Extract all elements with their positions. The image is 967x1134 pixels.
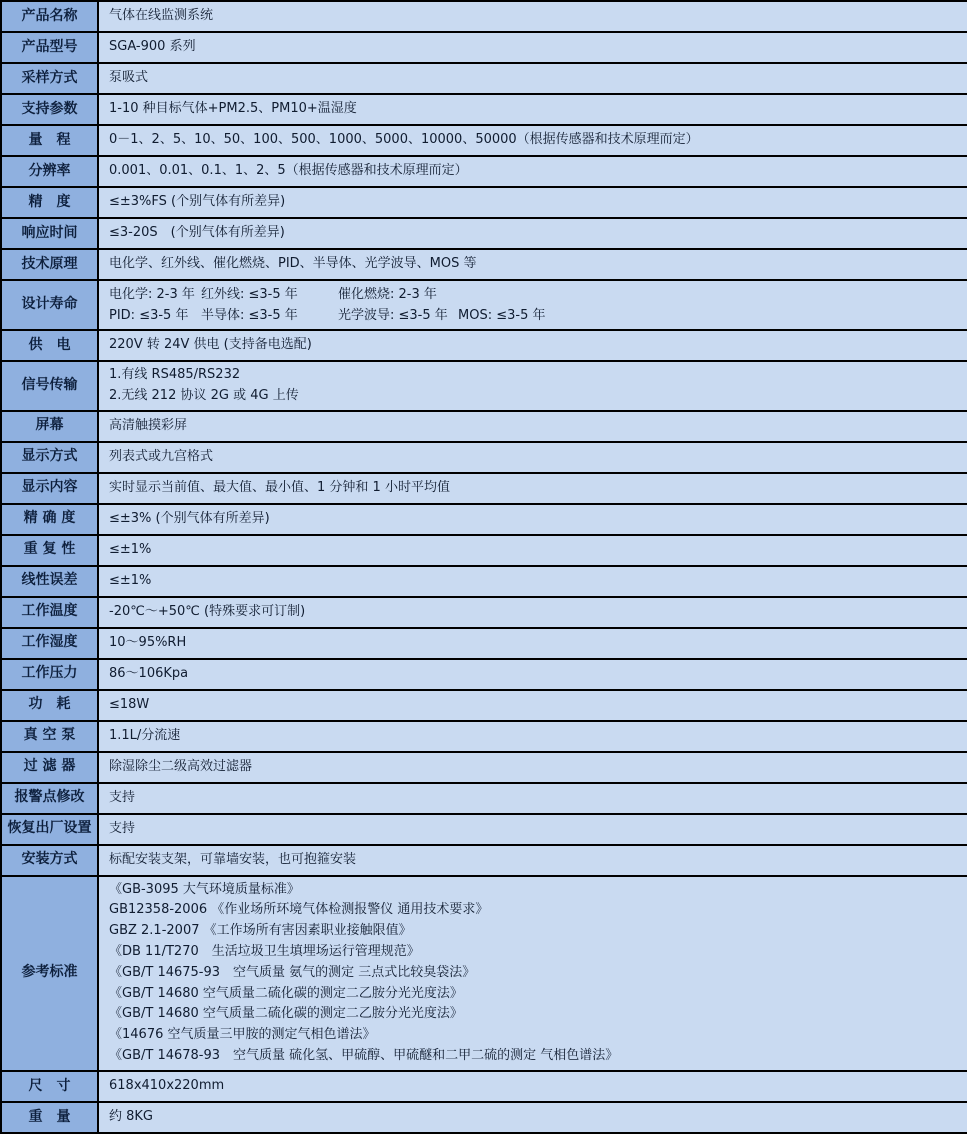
table-row	[1, 218, 967, 249]
table-row	[1, 249, 967, 280]
table-row	[1, 1, 967, 32]
spec-label: 屏幕	[1, 411, 98, 442]
table-row	[1, 125, 967, 156]
value-segment: 光学波导: ≤3-5 年	[338, 308, 448, 323]
spec-label: 工作温度	[1, 597, 98, 628]
value-line: 《GB/T 14678-93 空气质量 硫化氢、甲硫醇、甲硫醚和二甲二硫的测定 气相色谱法》	[109, 1047, 619, 1063]
value-line: 《DB 11/T270 生活垃圾卫生填埋场运行管理规范》	[109, 943, 420, 959]
spec-label: 尺 寸	[1, 1071, 98, 1102]
spec-label: 工作湿度	[1, 628, 98, 659]
spec-label: 产品型号	[1, 32, 98, 63]
spec-label: 采样方式	[1, 63, 98, 94]
table-row	[1, 411, 967, 442]
spec-label: 产品名称	[1, 1, 98, 32]
table-row	[1, 473, 967, 504]
spec-label: 精 确 度	[1, 504, 98, 535]
spec-value: -20℃～+50℃ (特殊要求可订制)	[98, 597, 967, 628]
value-line: 2.无线 212 协议 2G 或 4G 上传	[109, 387, 299, 403]
value-segment: 催化燃烧: 2-3 年	[338, 287, 437, 302]
table-row	[1, 63, 967, 94]
spec-label: 支持参数	[1, 94, 98, 125]
spec-label: 恢复出厂设置	[1, 814, 98, 845]
spec-value: ≤±1%	[98, 535, 967, 566]
table-row	[1, 32, 967, 63]
value-segment: 红外线: ≤3-5 年	[201, 287, 298, 302]
spec-value: 支持	[98, 814, 967, 845]
spec-label: 量 程	[1, 125, 98, 156]
value-line	[109, 305, 958, 326]
spec-value: 10～95%RH	[98, 628, 967, 659]
spec-value: 1-10 种目标气体+PM2.5、PM10+温湿度	[98, 94, 967, 125]
spec-value: 约 8KG	[98, 1102, 967, 1133]
spec-label: 报警点修改	[1, 783, 98, 814]
spec-value: 0－1、2、5、10、50、100、500、1000、5000、10000、50000（根据传感器和技术原理而定）	[98, 125, 967, 156]
table-row	[1, 783, 967, 814]
spec-label: 响应时间	[1, 218, 98, 249]
spec-value: 泵吸式	[98, 63, 967, 94]
table-row	[1, 330, 967, 361]
spec-label: 供 电	[1, 330, 98, 361]
table-row	[1, 566, 967, 597]
table-row	[1, 535, 967, 566]
value-line: GB12358-2006 《作业场所环境气体检测报警仪 通用技术要求》	[109, 902, 489, 918]
spec-value: 高清触摸彩屏	[98, 411, 967, 442]
spec-value: 1.1L/分流速	[98, 721, 967, 752]
spec-value: 0.001、0.01、0.1、1、2、5（根据传感器和技术原理而定）	[98, 156, 967, 187]
table-row	[1, 361, 967, 411]
value-line: 《GB-3095 大气环境质量标准》	[109, 881, 300, 897]
table-row	[1, 504, 967, 535]
value-segment: 半导体: ≤3-5 年	[201, 308, 298, 323]
spec-value	[98, 280, 967, 330]
table-row	[1, 752, 967, 783]
table-row	[1, 1071, 967, 1102]
table-row	[1, 628, 967, 659]
spec-value	[98, 361, 967, 411]
spec-label: 设计寿命	[1, 280, 98, 330]
spec-value: 电化学、红外线、催化燃烧、PID、半导体、光学波导、MOS 等	[98, 249, 967, 280]
spec-value: 618x410x220mm	[98, 1071, 967, 1102]
spec-value: ≤±1%	[98, 566, 967, 597]
table-row	[1, 1102, 967, 1133]
spec-value: 气体在线监测系统	[98, 1, 967, 32]
spec-label: 过 滤 器	[1, 752, 98, 783]
value-line: 1.有线 RS485/RS232	[109, 367, 241, 382]
table-row	[1, 876, 967, 1071]
table-row	[1, 845, 967, 876]
spec-value: ≤3-20S (个别气体有所差异)	[98, 218, 967, 249]
value-line: GBZ 2.1-2007 《工作场所有害因素职业接触限值》	[109, 923, 412, 939]
table-row	[1, 280, 967, 330]
spec-value: 列表式或九宫格式	[98, 442, 967, 473]
spec-value: 220V 转 24V 供电 (支持备电选配)	[98, 330, 967, 361]
spec-label: 重 量	[1, 1102, 98, 1133]
value-line: 《GB/T 14680 空气质量二硫化碳的测定二乙胺分光光度法》	[109, 1006, 463, 1022]
table-row	[1, 597, 967, 628]
spec-label: 显示内容	[1, 473, 98, 504]
value-line: 《14676 空气质量三甲胺的测定气相色谱法》	[109, 1027, 376, 1043]
spec-label: 真 空 泵	[1, 721, 98, 752]
spec-label: 技术原理	[1, 249, 98, 280]
spec-label: 精 度	[1, 187, 98, 218]
spec-value: 86～106Kpa	[98, 659, 967, 690]
spec-label: 功 耗	[1, 690, 98, 721]
table-row	[1, 187, 967, 218]
table-row	[1, 442, 967, 473]
value-segment: PID: ≤3-5 年	[109, 308, 189, 323]
spec-label: 显示方式	[1, 442, 98, 473]
value-line: 《GB/T 14675-93 空气质量 氨气的测定 三点式比较臭袋法》	[109, 964, 476, 980]
value-segment: 电化学: 2-3 年	[109, 287, 195, 302]
table-row	[1, 94, 967, 125]
spec-value: ≤±3% (个别气体有所差异)	[98, 504, 967, 535]
spec-label: 安装方式	[1, 845, 98, 876]
spec-value: 除湿除尘二级高效过滤器	[98, 752, 967, 783]
table-row	[1, 814, 967, 845]
spec-label: 线性误差	[1, 566, 98, 597]
spec-value: ≤18W	[98, 690, 967, 721]
spec-label: 重 复 性	[1, 535, 98, 566]
spec-value: 支持	[98, 783, 967, 814]
spec-table-body	[1, 1, 967, 1133]
value-segment: MOS: ≤3-5 年	[458, 308, 546, 323]
table-row	[1, 690, 967, 721]
spec-value: 实时显示当前值、最大值、最小值、1 分钟和 1 小时平均值	[98, 473, 967, 504]
spec-value: ≤±3%FS (个别气体有所差异)	[98, 187, 967, 218]
value-line: 《GB/T 14680 空气质量二硫化碳的测定二乙胺分光光度法》	[109, 985, 463, 1001]
spec-value: 标配安装支架，可靠墙安装，也可抱箍安装	[98, 845, 967, 876]
value-line	[109, 284, 958, 305]
spec-label: 工作压力	[1, 659, 98, 690]
table-row	[1, 156, 967, 187]
spec-label: 信号传输	[1, 361, 98, 411]
table-row	[1, 659, 967, 690]
table-row	[1, 721, 967, 752]
spec-value: SGA-900 系列	[98, 32, 967, 63]
spec-label: 参考标准	[1, 876, 98, 1071]
spec-label: 分辨率	[1, 156, 98, 187]
spec-value	[98, 876, 967, 1071]
